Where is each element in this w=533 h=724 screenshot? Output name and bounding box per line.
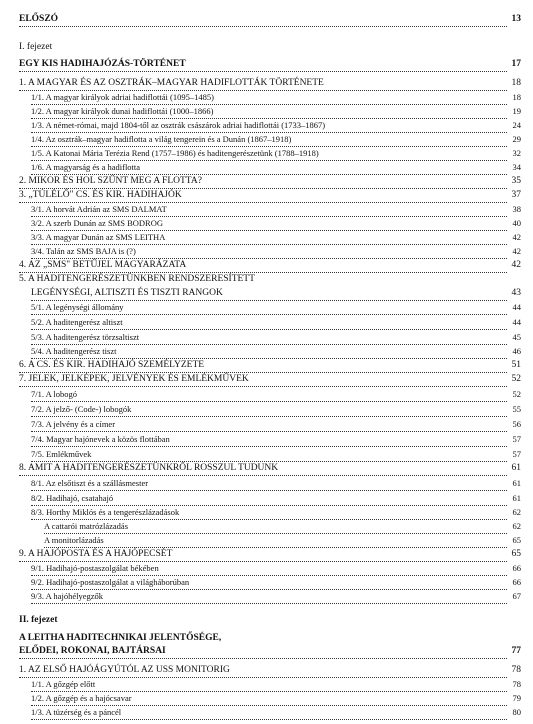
toc-entry-page: 80	[507, 706, 521, 719]
toc-entry-page: 55	[507, 403, 521, 416]
toc-entry-title: A LEITHA HADITECHNIKAI JELENTŐSÉGE,	[19, 633, 222, 643]
toc-entry-page: 67	[507, 590, 521, 603]
toc-entry-title: 1/3. A tüzérség és a páncél	[31, 707, 122, 717]
toc-entry-page: 62	[507, 520, 521, 533]
toc-entry-page: 18	[507, 91, 521, 104]
toc-entry	[0, 590, 533, 603]
toc-entry-page: 79	[507, 692, 521, 705]
toc-entry-continued	[0, 287, 533, 300]
toc-entry	[0, 418, 533, 431]
toc-entry-page: 19	[507, 105, 521, 118]
toc-entry-title: 1. A MAGYAR ÉS AZ OSZTRÁK–MAGYAR HADIFLOTTÁK TÖRTÉNETE	[19, 78, 324, 88]
toc-entry-page: 44	[507, 301, 521, 314]
toc-entry-page: 24	[507, 119, 521, 132]
toc-entry-page: 56	[507, 418, 521, 431]
toc-entry-title: ELŐSZÓ	[19, 14, 59, 24]
toc-entry	[0, 576, 533, 589]
dot-leader	[31, 388, 507, 402]
toc-entry	[0, 388, 533, 401]
toc-entry	[0, 492, 533, 505]
toc-entry-page: 57	[507, 448, 521, 461]
toc-entry	[0, 119, 533, 132]
toc-entry-page: 13	[507, 13, 521, 26]
toc-entry-title: 6. A CS. ÉS KIR. HADIHAJÓ SZEMÉLYZETE	[19, 360, 205, 370]
toc-entry-page: 66	[507, 562, 521, 575]
toc-entry	[0, 562, 533, 575]
toc-entry-page: 18	[507, 77, 521, 90]
toc-entry-title: 1/4. Az osztrák–magyar hadiflotta a világ tengerein és a Dunán (1867–1918)	[31, 134, 292, 144]
toc-entry-title: 1/3. A német-római, majd 1804-től az osztrák császárok adriai hadiflottái (1733–1867)	[31, 120, 326, 130]
toc-entry	[0, 520, 533, 533]
toc-entry-page: 65	[507, 534, 521, 547]
toc-entry-title: 7/4. Magyar hajónevek a közös flottában	[31, 434, 170, 444]
toc-entry-title: 5/1. A legénységi állomány	[31, 302, 124, 312]
toc-entry-title: 5/2. A haditengerész altiszt	[31, 317, 123, 327]
toc-entry-title: ELŐDEI, ROKONAI, BAJTÁRSAI	[19, 646, 166, 656]
toc-entry-page: 65	[507, 548, 521, 561]
toc-entry-page: 46	[507, 345, 521, 358]
toc-entry	[0, 133, 533, 146]
toc-chapter-2-title	[0, 632, 533, 645]
toc-entry-page: 38	[507, 203, 521, 216]
toc-entry-title: 1/6. A magyarság és a hadiflotta	[31, 162, 141, 172]
toc-entry-title: 2. MIKOR ÉS HOL SZŰNT MEG A FLOTTA?	[19, 176, 202, 186]
toc-entry	[0, 345, 533, 358]
toc-entry-title: 3/2. A szerb Dunán az SMS BODROG	[31, 218, 163, 228]
toc-entry	[0, 189, 533, 202]
toc-entry	[0, 373, 533, 386]
toc-entry-title: 7/1. A lobogó	[31, 389, 78, 399]
toc-entry-page: 37	[507, 189, 521, 202]
toc-entry-title: 7/5. Emlékművek	[31, 449, 92, 459]
toc-entry	[0, 105, 533, 118]
toc-entry-title: 7. JELEK, JELKÉPEK, JELVÉNYEK ÉS EMLÉKMŰVEK	[19, 374, 249, 384]
toc-entry-page: 78	[507, 678, 521, 691]
toc-entry	[0, 706, 533, 719]
toc-entry	[0, 175, 533, 188]
toc-entry-page: 29	[507, 133, 521, 146]
toc-entry-title: 9/2. Hadihajó-postaszolgálat a világháborúban	[31, 577, 190, 587]
toc-entry	[0, 359, 533, 372]
toc-entry	[0, 462, 533, 475]
toc-entry	[0, 448, 533, 461]
toc-entry-title: 3. „TÚLÉLŐ" CS. ÉS KIR. HADIHAJÓK	[19, 190, 182, 200]
toc-entry-page: 78	[507, 664, 521, 677]
toc-entry-page: 52	[507, 388, 521, 401]
toc-entry	[0, 678, 533, 691]
toc-entry	[0, 548, 533, 561]
toc-entry-page: 51	[507, 359, 521, 372]
toc-entry-title: 5/4. A haditengerész tiszt	[31, 346, 117, 356]
toc-entry-title: 8/1. Az elsőtiszt és a szállásmester	[31, 478, 149, 488]
toc-entry	[0, 506, 533, 519]
toc-entry-page: 34	[507, 161, 521, 174]
toc-entry-title: A cattarói matrózlázadás	[44, 521, 129, 531]
toc-entry	[0, 433, 533, 446]
toc-entry-title: II. fejezet	[19, 615, 58, 625]
toc-entry	[0, 245, 533, 258]
toc-entry	[0, 147, 533, 160]
toc-entry-page: 42	[507, 245, 521, 258]
toc-entry	[0, 477, 533, 490]
toc-entry	[0, 161, 533, 174]
toc-entry-page: 17	[507, 58, 521, 71]
toc-entry	[0, 301, 533, 314]
toc-entry-page: 61	[507, 477, 521, 490]
toc-entry-title: 5. A HADITENGERÉSZETÜNKBEN RENDSZERESÍTETT	[19, 274, 255, 284]
toc-entry-title: 3/3. A magyar Dunán az SMS LEITHA	[31, 232, 166, 242]
toc-entry-page: 77	[507, 645, 521, 658]
toc-entry	[0, 692, 533, 705]
toc-entry-title: 5/3. A haditengerész törzsaltiszt	[31, 332, 140, 342]
toc-entry-title: 8. AMIT A HADITENGERÉSZETÜNKRŐL ROSSZUL TUDUNK	[19, 463, 279, 473]
toc-entry-title: 1/1. A gőzgép előtt	[31, 679, 96, 689]
toc-entry-title: 8/2. Hadihajó, csatahajó	[31, 493, 114, 503]
toc-entry	[0, 316, 533, 329]
toc-entry-title: 1. AZ ELSŐ HAJÓÁGYÚTÓL AZ USS MONITORIG	[19, 665, 230, 675]
toc-entry-page: 32	[507, 147, 521, 160]
toc-entry-title: 4. AZ „SMS" BETŰJEL MAGYARÁZATA	[19, 260, 187, 270]
toc-entry-page: 62	[507, 506, 521, 519]
toc-chapter-2-label	[0, 614, 533, 627]
toc-chapter-1-title	[0, 58, 533, 71]
dot-leader	[44, 534, 507, 548]
toc-entry	[0, 259, 533, 272]
toc-entry-page: 61	[507, 462, 521, 475]
toc-entry	[0, 77, 533, 90]
toc-entry-title: 3/4. Talán az SMS BAJA is (?)	[31, 246, 136, 256]
toc-chapter-2-title-continued	[0, 645, 533, 658]
toc-entry-page: 57	[507, 433, 521, 446]
toc-entry-title: 7/3. A jelvény és a címer	[31, 419, 116, 429]
toc-entry-title: I. fejezet	[19, 42, 53, 52]
toc-entry-title: 8/3. Horthy Miklós és a tengerészlázadások	[31, 507, 180, 517]
toc-entry	[0, 403, 533, 416]
dot-leader	[19, 13, 507, 27]
toc-entry-title: 1/2. A gőzgép és a hajócsavar	[31, 693, 132, 703]
toc-chapter-1-label	[0, 41, 533, 54]
toc-entry-title: 1/5. A Katonai Mária Terézia Rend (1757–1986) és haditengerészetünk (1788–1918)	[31, 148, 319, 158]
toc-entry	[0, 217, 533, 230]
toc-entry	[0, 534, 533, 547]
toc-entry	[0, 273, 533, 286]
toc-entry-title: 9/3. A hajóhélyegzők	[31, 591, 104, 601]
toc-entry-title: LEGÉNYSÉGI, ALTISZTI ÉS TISZTI RANGOK	[31, 288, 223, 298]
toc-entry-title: 1/1. A magyar királyok adriai hadiflottái (1095–1485)	[31, 92, 214, 102]
dot-leader	[31, 448, 507, 462]
toc-entry-title: A monitorlázadás	[44, 535, 104, 545]
toc-entry-page: 43	[507, 287, 521, 300]
toc-entry-page: 44	[507, 316, 521, 329]
toc-entry-page: 52	[507, 373, 521, 386]
toc-entry-title: 3/1. A horvát Adrián az SMS DALMAT	[31, 204, 167, 214]
toc-entry	[0, 331, 533, 344]
toc-entry	[0, 203, 533, 216]
toc-entry-foreword	[0, 13, 533, 26]
toc-entry	[0, 91, 533, 104]
toc-entry-title: 1/2. A magyar királyok dunai hadiflottái (1000–1866)	[31, 106, 214, 116]
dot-leader	[31, 678, 507, 692]
toc-entry	[0, 664, 533, 677]
toc-entry-title: 9/1. Hadihajó-postaszolgálat békében	[31, 563, 159, 573]
toc-entry-page: 35	[507, 175, 521, 188]
toc-entry-page: 61	[507, 492, 521, 505]
toc-entry-page: 42	[507, 231, 521, 244]
toc-entry	[0, 231, 533, 244]
toc-entry-title: 9. A HAJÓPOSTA ÉS A HAJÓPECSÉT	[19, 549, 173, 559]
toc-entry-page: 45	[507, 331, 521, 344]
toc-entry-title: 7/2. A jelző- (Code-) lobogók	[31, 404, 132, 414]
toc-entry-title: EGY KIS HADIHAJÓZÁS-TÖRTÉNET	[19, 59, 186, 69]
toc-entry-page: 42	[507, 259, 521, 272]
toc-entry-page: 40	[507, 217, 521, 230]
toc-entry-page: 66	[507, 576, 521, 589]
